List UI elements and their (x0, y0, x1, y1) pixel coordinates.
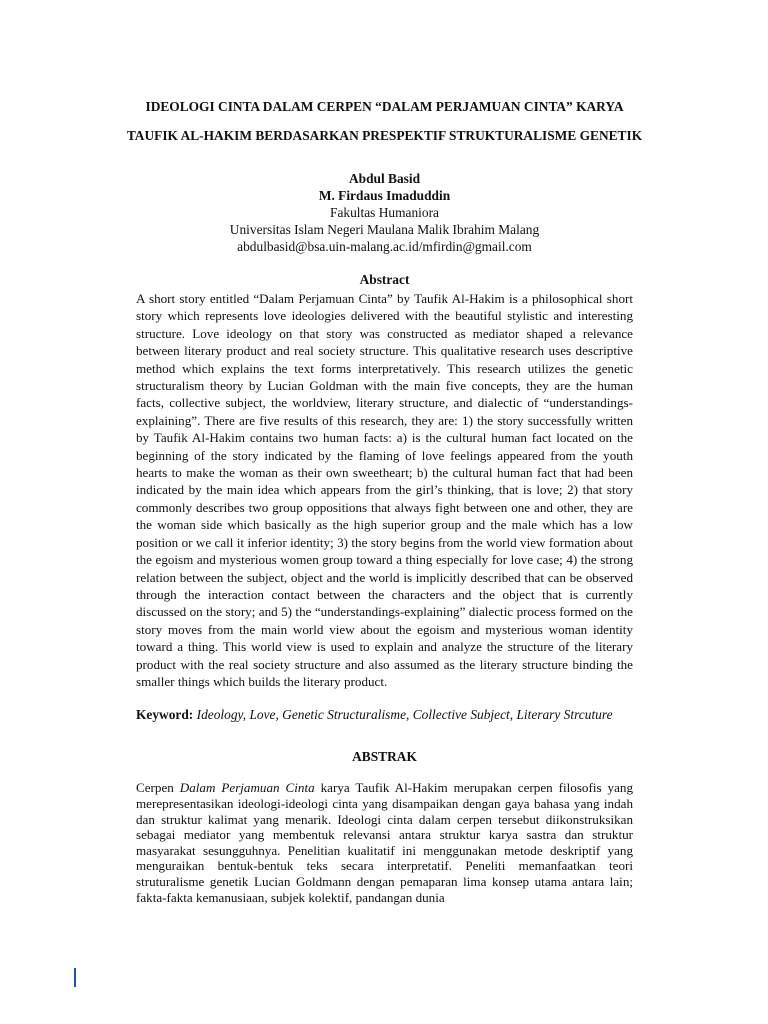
abstrak-body (136, 780, 633, 905)
paper-title (126, 92, 643, 150)
author-block (136, 170, 633, 255)
author-email: abdulbasid@bsa.uin-malang.ac.id/mfirdin@gmail.com (237, 239, 532, 254)
abstrak-text: karya Taufik Al-Hakim merupakan cerpen filosofis yang merepresentasikan ideologi-ideologi cinta yang disampaikan dengan gaya bahasa yang indah dan struktur kalimat yang menarik. Ideologi cinta dalam cerpen tersebut diikonstruksikan sebagai mediator yang membentuk relevansi antara struktur karya sastra dan struktur masyarakat sesungguhnya. Penelitian kualitatif ini menggunakan metode deskriptif yang menguraikan bentuk-bentuk teks secara interpretatif. Peneliti memanfaatkan teori struturalisme genetik Lucian Goldmann dengan pemaparan lima konsep utama antara lain; fakta-fakta kemanusiaan, subjek kolektif, pandangan dunia (136, 780, 633, 905)
abstract-heading: Abstract (359, 272, 410, 287)
abstrak-story-title: Dalam Perjamuan Cinta (179, 780, 315, 796)
author-2: M. Firdaus Imaduddin (318, 188, 451, 203)
author-1: Abdul Basid (348, 171, 421, 186)
keyword-list: Ideology, Love, Genetic Structuralisme, Collective Subject, Literary Strcuture (196, 707, 613, 723)
keywords (136, 706, 633, 724)
abstract-body: A short story entitled “Dalam Perjamuan Cinta” by Taufik Al-Hakim is a philosophical short story which represents love ideologies delivered with the beautiful stylistic and interesting structure. Love ideology on that story was constructed as mediator shaped a relevance between literary product and real society structure. This qualitative research uses descriptive method which explains the text forms interpretatively. This research utilizes the genetic structuralism theory by Lucian Goldman with the main five concepts, they are the human facts, collective subject, the worldview, literary structure, and dialectic of “understandings-explaining”. There are five results of this research, they are: 1) the story successfully written by Taufik Al-Hakim contains two human facts: a) is the cultural human fact located on the beginning of the story indicated by the flaming of love feelings appeared from the youth hearts to make the woman as their own sweetheart; b) the cultural human fact that had been indicated by the main idea which appears from the girl’s thinking, that is love; 2) that story commonly describes two group oppositions that always fight between one and other, they are the woman side which basically as the high superior group and the male which has a low position or we call it inferior identity; 3) the story begins from the world view formation about the egoism and mysterious women group toward a thing especially for love case; 4) the strong relation between the subject, object and the world is implicitly described that can be observed through the interaction contact between the characters and the object that is currently discussed on the story; and 5) the “understandings-explaining” dialectic process formed on the story moves from the main world view about the egoism and mysterious woman identity toward a thing. This world view is used to explain and analyze the structure of the literary product with the real society structure and also assumed as the literary structure binding the smaller things which builds the literary product. (136, 291, 633, 689)
keyword-label: Keyword: (136, 707, 194, 723)
abstrak-lead: Cerpen (136, 780, 180, 796)
title-line-2: TAUFIK AL-HAKIM BERDASARKAN PRESPEKTIF STRUKTURALISME GENETIK (126, 128, 643, 143)
text-cursor (74, 968, 76, 987)
faculty: Fakultas Humaniora (330, 205, 439, 220)
paper-page (126, 92, 643, 905)
university: Universitas Islam Negeri Maulana Malik Ibrahim Malang (229, 222, 540, 237)
abstrak-heading: ABSTRAK (352, 749, 417, 765)
title-line-1: IDEOLOGI CINTA DALAM CERPEN “DALAM PERJAMUAN CINTA” KARYA (145, 99, 624, 114)
